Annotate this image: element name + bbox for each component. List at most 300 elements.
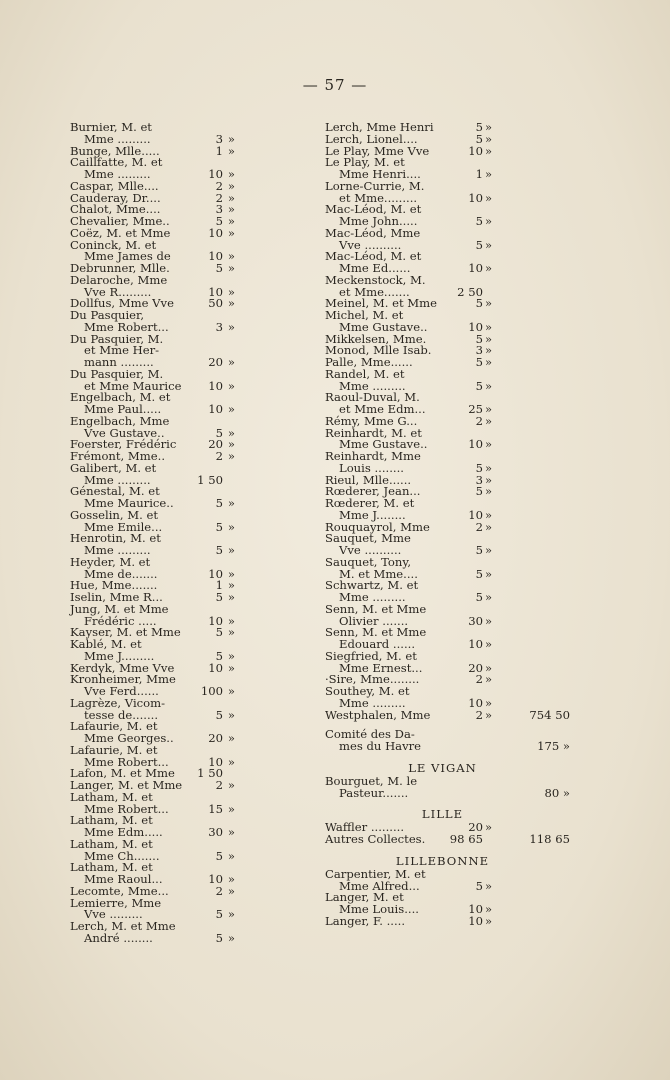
donor-name: Schwartz, M. et <box>325 578 419 593</box>
amount-unit: » <box>227 496 235 510</box>
donor-name: Mikkelsen, Mme. <box>325 331 427 346</box>
donor-name: Heyder, M. et <box>70 554 151 569</box>
donor-name: Mac-Léod, M. et <box>325 202 422 217</box>
amount-unit: » <box>227 425 235 440</box>
donation-amount: 50 <box>208 296 223 311</box>
donor-name: Mme Paul..... <box>84 402 162 416</box>
donor-name: Vve Ferd...... <box>84 684 159 698</box>
donation-amount: 10 <box>208 872 223 886</box>
donation-amount: 25 <box>468 402 483 416</box>
donor-name: Mme Louis.... <box>339 902 419 916</box>
donor-name: Galibert, M. et <box>70 460 157 475</box>
amount-unit: » <box>227 872 235 886</box>
amount-unit: » <box>485 143 493 158</box>
amount-unit: » <box>227 284 235 299</box>
donation-amount: 5 <box>215 425 223 440</box>
donor-name: Latham, M. et <box>70 789 153 804</box>
amount-unit: » <box>485 507 493 522</box>
donation-amount: 3 <box>215 131 223 146</box>
donor-name: Langer, F. ..... <box>325 913 406 928</box>
amount-unit: » <box>227 660 235 675</box>
section-heading: LILLEBONNE <box>395 853 490 868</box>
donor-name: Kayser, M. et Mme <box>70 625 181 640</box>
donation-amount: 5 <box>475 331 483 346</box>
section-heading: LILLE <box>421 807 464 822</box>
amount-unit: » <box>485 878 493 893</box>
donor-name: mes du Havre <box>339 739 422 753</box>
donor-name: Gosselin, M. et <box>70 507 159 522</box>
donor-name: Coëz, M. et Mme <box>70 225 171 240</box>
amount-unit: » <box>227 225 235 240</box>
donor-name: tesse de....... <box>84 707 159 722</box>
donor-name: Langer, M. et <box>325 890 404 905</box>
donor-name: Mme Maurice.. <box>84 496 174 510</box>
amount-unit: » <box>227 190 235 205</box>
donor-name: Rémy, Mme G... <box>325 413 418 428</box>
donor-name: Latham, M. et <box>70 813 153 828</box>
donation-amount: 2 <box>475 672 483 687</box>
amount-unit: » <box>227 907 235 922</box>
amount-unit: » <box>485 355 493 369</box>
donation-amount: 10 <box>468 913 483 928</box>
donor-name: Mme de....... <box>84 566 158 581</box>
donation-amount: 5 <box>215 930 223 945</box>
donor-name: Rœderer, M. et <box>325 496 415 510</box>
donor-name: Caillfatte, M. et <box>70 155 163 170</box>
amount-unit: » <box>485 214 493 228</box>
donor-name: Lemierre, Mme <box>70 895 162 910</box>
amount-unit: » <box>485 590 493 604</box>
amount-unit: » <box>227 930 235 945</box>
donor-name: Sauquet, Mme <box>325 531 411 546</box>
donor-name: Kerdyk, Mme Vve <box>70 660 175 675</box>
amount-unit: » <box>227 731 235 745</box>
amount-unit: » <box>227 202 235 217</box>
donation-amount: 5 <box>475 378 483 393</box>
donation-amount: 1 50 <box>197 766 223 781</box>
donation-amount: 2 <box>475 519 483 534</box>
donor-name: Mme J........ <box>339 507 406 522</box>
donation-amount: 10 <box>468 437 483 452</box>
donor-name: Michel, M. et <box>325 308 404 322</box>
donor-name: Mme John..... <box>339 214 418 228</box>
amount-unit: » <box>485 460 493 475</box>
amount-unit: » <box>227 319 235 334</box>
donor-name: Raoul-Duval, M. <box>325 390 420 405</box>
amount-unit: » <box>485 472 493 487</box>
donor-name: Vve Gustave.. <box>84 425 165 440</box>
donation-amount: 2 <box>475 413 483 428</box>
donor-name: Du Pasquier, M. <box>70 366 164 381</box>
amount-unit: » <box>227 801 235 816</box>
donor-name: Chalot, Mme.... <box>70 202 161 217</box>
donation-amount: 98 65 <box>449 832 483 846</box>
donor-name: Pasteur....... <box>339 785 409 800</box>
donation-amount: 2 <box>215 883 223 898</box>
donor-name: Mme ......... <box>339 695 406 710</box>
donor-name: Mme Emile... <box>84 519 163 534</box>
donation-amount: 5 <box>215 907 223 922</box>
amount-unit: » <box>227 296 235 311</box>
donation-amount: 5 <box>215 625 223 640</box>
donor-name: Southey, M. et <box>325 684 410 698</box>
section-heading: LE VIGAN <box>408 760 477 775</box>
donor-name: Langer, M. et Mme <box>70 778 183 792</box>
donation-amount: 5 <box>475 878 483 893</box>
donor-name: Louis ........ <box>339 460 404 475</box>
amount-unit: » <box>227 707 235 722</box>
donor-name: Rouquayrol, Mme <box>325 519 430 534</box>
donation-amount: 10 <box>208 225 223 240</box>
page-number: — 57 — <box>302 76 368 94</box>
donor-name: Olivier ....... <box>339 613 409 628</box>
donor-name: Vve ......... <box>84 907 143 922</box>
donor-name: Burnier, M. et <box>70 120 152 134</box>
donation-amount: 10 <box>468 261 483 275</box>
amount-unit: » <box>227 449 235 463</box>
donation-amount: 10 <box>468 143 483 158</box>
donation-amount: 5 <box>215 648 223 663</box>
donation-amount: 20 <box>208 437 223 452</box>
donor-name: Mme Gustave.. <box>339 437 428 452</box>
donor-name: Edouard ...... <box>339 637 416 651</box>
amount-unit: » <box>485 566 493 581</box>
donation-amount: 3 <box>215 319 223 334</box>
donor-name: Mme ......... <box>84 543 151 557</box>
donor-name: Mme Ch....... <box>84 848 160 863</box>
donor-name: Carpentier, M. et <box>325 866 426 881</box>
left-column <box>70 122 245 945</box>
amount-unit: » <box>227 590 235 604</box>
amount-unit: » <box>485 319 493 334</box>
amount-unit: » <box>485 613 493 628</box>
donor-name: Frédéric ..... <box>84 613 157 628</box>
donor-name: André ........ <box>84 930 153 945</box>
donation-amount: 100 <box>200 684 223 698</box>
amount-unit: » <box>227 648 235 663</box>
donor-name: Vve .......... <box>339 543 402 557</box>
amount-unit: » <box>485 437 493 452</box>
amount-unit: » <box>227 543 235 557</box>
donation-amount: 5 <box>215 261 223 275</box>
donor-name: Coninck, M. et <box>70 237 157 252</box>
donor-name: Henrotin, M. et <box>70 531 161 546</box>
amount-unit: » <box>485 543 493 557</box>
amount-unit: » <box>485 331 493 346</box>
donor-name: Mme Raoul... <box>84 872 163 886</box>
donor-name: Mme Robert... <box>84 319 169 334</box>
amount-unit: » <box>485 695 493 710</box>
donation-amount: 10 <box>208 754 223 769</box>
amount-unit: » <box>485 913 493 928</box>
donation-amount: 20 <box>208 731 223 745</box>
donation-amount: 15 <box>208 801 223 816</box>
donation-amount: 5 <box>215 543 223 557</box>
donor-name: Lafon, M. et Mme <box>70 766 175 781</box>
donation-amount: 5 <box>215 519 223 534</box>
amount-unit: » <box>227 566 235 581</box>
donor-name: Foerster, Frédéric <box>70 437 177 452</box>
donor-name: Kronheimer, Mme <box>70 672 176 687</box>
amount-unit: » <box>227 754 235 769</box>
donation-amount: 2 <box>215 778 223 792</box>
amount-unit: » <box>485 902 493 916</box>
donor-name: Mme ......... <box>339 378 406 393</box>
donor-name: Lerch, M. et Mme <box>70 919 176 933</box>
donation-amount: 5 <box>475 355 483 369</box>
donor-name: et Mme Edm... <box>339 402 426 416</box>
donor-name: et Mme Her- <box>84 343 160 358</box>
donation-amount: 5 <box>215 590 223 604</box>
amount-unit: » <box>485 484 493 499</box>
right-column <box>325 122 570 928</box>
donation-amount: 3 <box>475 343 483 358</box>
donor-name: Engelbach, Mme <box>70 413 170 428</box>
donor-name: Mme Ed...... <box>339 261 411 275</box>
spacer <box>325 753 570 761</box>
donor-name: Mme Ernest... <box>339 660 423 675</box>
donor-name: Latham, M. et <box>70 836 153 851</box>
donor-name: Mme Edm..... <box>84 825 163 839</box>
amount-unit: » <box>485 820 493 835</box>
amount-unit: » <box>227 402 235 416</box>
donor-name: Meckenstock, M. <box>325 272 426 287</box>
amount-unit: » <box>227 684 235 698</box>
donation-amount: 10 <box>468 637 483 651</box>
list-item <box>325 913 570 928</box>
donor-name: Hue, Mme....... <box>70 578 158 593</box>
donor-name: Lorne-Currie, M. <box>325 178 425 193</box>
donation-amount: 5 <box>215 496 223 510</box>
donor-name: Mme ......... <box>84 167 151 181</box>
donor-name: Du Pasquier, <box>70 308 144 322</box>
amount-unit: » <box>227 178 235 193</box>
donor-name: Palle, Mme...... <box>325 355 413 369</box>
donor-name: Mme James de <box>84 249 171 264</box>
amount-unit: » <box>485 237 493 252</box>
donor-name: Du Pasquier, M. <box>70 331 164 346</box>
donation-amount: 5 <box>215 707 223 722</box>
spacer <box>325 846 570 854</box>
donor-name: Mac-Léod, Mme <box>325 225 421 240</box>
donor-name: Jung, M. et Mme <box>70 601 169 616</box>
donor-name: Bunge, Mlle..... <box>70 143 160 158</box>
donation-amount: 2 <box>475 707 483 722</box>
list-item <box>325 834 570 846</box>
amount-unit: » <box>485 660 493 675</box>
donation-amount: 3 <box>215 202 223 217</box>
donation-amount: 30 <box>468 613 483 628</box>
amount-unit: » <box>227 625 235 640</box>
list-item <box>325 707 570 722</box>
donation-amount: 5 <box>475 484 483 499</box>
donation-amount: 5 <box>475 214 483 228</box>
amount-unit: » <box>227 378 235 393</box>
donor-name: et Mme......... <box>339 190 418 205</box>
amount-unit: » <box>485 296 493 311</box>
amount-unit: » <box>227 167 235 181</box>
donor-name: Génestal, M. et <box>70 484 160 499</box>
donor-name: Mme Henri.... <box>339 167 421 181</box>
donor-name: Westphalen, Mme <box>325 707 431 722</box>
amount-unit: » <box>485 519 493 534</box>
donor-name: Lerch, Mme Henri <box>325 120 434 134</box>
donation-amount: 10 <box>208 402 223 416</box>
donation-amount: 1 <box>475 167 483 181</box>
donor-name: Latham, M. et <box>70 860 153 875</box>
amount-unit: » <box>485 637 493 651</box>
donor-name: Mme Gustave.. <box>339 319 428 334</box>
amount-unit: » <box>227 778 235 792</box>
amount-unit: » <box>485 672 493 687</box>
amount-unit: » <box>485 413 493 428</box>
donor-name: Chevalier, Mme.. <box>70 214 170 228</box>
donor-name: Mme Robert... <box>84 754 169 769</box>
donation-amount: 5 <box>475 296 483 311</box>
donor-name: Mme ......... <box>339 590 406 604</box>
donation-amount: 5 <box>475 131 483 146</box>
donor-name: Waffler ......... <box>325 820 405 835</box>
spacer <box>325 799 570 807</box>
amount-unit: » <box>485 402 493 416</box>
donor-name: Lerch, Lionel.... <box>325 131 418 146</box>
donor-name: Monod, Mlle Isab. <box>325 343 432 358</box>
amount-unit: » <box>227 848 235 863</box>
donation-amount: 2 50 <box>457 284 483 299</box>
subtotal: 754 50 <box>529 707 570 722</box>
amount-unit: » <box>227 578 235 593</box>
donor-name: Mme ......... <box>84 131 151 146</box>
amount-unit: » <box>227 261 235 275</box>
donor-name: Meinel, M. et Mme <box>325 296 438 311</box>
donation-amount: 10 <box>208 167 223 181</box>
donation-amount: 5 <box>215 848 223 863</box>
donation-amount: 2 <box>215 449 223 463</box>
donor-name: Rœderer, Jean... <box>325 484 421 499</box>
donor-name: Dollfus, Mme Vve <box>70 296 174 311</box>
donor-name: Sauquet, Tony, <box>325 554 412 569</box>
amount-unit: » <box>227 131 235 146</box>
donation-amount: 10 <box>208 378 223 393</box>
subtotal: 80 » <box>544 785 570 800</box>
donation-amount: 30 <box>208 825 223 839</box>
donor-name: et Mme....... <box>339 284 410 299</box>
donor-name: Frémont, Mme.. <box>70 449 166 463</box>
donation-amount: 3 <box>475 472 483 487</box>
donor-name: Debrunner, Mlle. <box>70 261 170 275</box>
donor-name: Comité des Da- <box>325 727 415 742</box>
donor-name: Senn, M. et Mme <box>325 601 427 616</box>
donor-name: Bourguet, M. le <box>325 773 418 788</box>
donor-name: Lafaurie, M. et <box>70 742 158 757</box>
donor-name: Delaroche, Mme <box>70 272 168 287</box>
donation-amount: 5 <box>475 237 483 252</box>
donation-amount: 20 <box>208 355 223 369</box>
donation-amount: 10 <box>468 902 483 916</box>
donor-name: Reinhardt, M. et <box>325 425 422 440</box>
donation-amount: 10 <box>468 319 483 334</box>
donor-name: Lecomte, Mme... <box>70 883 169 898</box>
donation-amount: 1 50 <box>197 472 223 487</box>
donation-amount: 10 <box>208 566 223 581</box>
amount-unit: » <box>485 167 493 181</box>
amount-unit: » <box>485 131 493 146</box>
amount-unit: » <box>227 437 235 452</box>
donor-name: Mme Georges.. <box>84 731 174 745</box>
donor-name: Mme ......... <box>84 472 151 487</box>
donor-name: Cauderay, Dr.... <box>70 190 161 205</box>
donor-name: Vve R......... <box>84 284 152 299</box>
donor-name: Vve .......... <box>339 237 402 252</box>
donation-amount: 10 <box>208 660 223 675</box>
donation-amount: 5 <box>475 543 483 557</box>
list-item <box>325 741 570 753</box>
donation-amount: 5 <box>215 214 223 228</box>
donation-amount: 20 <box>468 820 483 835</box>
donation-amount: 10 <box>468 507 483 522</box>
donation-amount: 10 <box>208 249 223 264</box>
amount-unit: » <box>227 214 235 228</box>
donor-name: Randel, M. et <box>325 366 405 381</box>
donor-name: M. et Mme.... <box>339 566 418 581</box>
donation-amount: 5 <box>475 460 483 475</box>
donor-name: ·Sire, Mme........ <box>325 672 420 687</box>
donor-name: Mme J......... <box>84 648 155 663</box>
donation-amount: 2 <box>215 178 223 193</box>
donor-name: Lagrèze, Vicom- <box>70 695 166 710</box>
donor-name: Siegfried, M. et <box>325 648 417 663</box>
donation-amount: 1 <box>215 143 223 158</box>
donor-name: Lafaurie, M. et <box>70 719 158 734</box>
donation-amount: 2 <box>215 190 223 205</box>
amount-unit: » <box>227 825 235 839</box>
donation-amount: 10 <box>208 284 223 299</box>
amount-unit: » <box>227 613 235 628</box>
donation-amount: 5 <box>475 120 483 134</box>
amount-unit: » <box>227 519 235 534</box>
donor-name: Le Play, M. et <box>325 155 405 170</box>
subtotal: 175 » <box>537 739 570 753</box>
donation-amount: 20 <box>468 660 483 675</box>
donor-name: Caspar, Mlle.... <box>70 178 159 193</box>
donation-amount: 10 <box>468 695 483 710</box>
donor-name: Mme Alfred... <box>339 878 420 893</box>
subtotal: 118 65 <box>529 832 570 846</box>
amount-unit: » <box>227 355 235 369</box>
donor-name: Iselin, Mme R... <box>70 590 163 604</box>
amount-unit: » <box>485 261 493 275</box>
donor-name: Autres Collectes. <box>325 832 426 846</box>
amount-unit: » <box>485 707 493 722</box>
amount-unit: » <box>485 120 493 134</box>
donor-name: Engelbach, M. et <box>70 390 171 405</box>
donor-name: mann ......... <box>84 355 154 369</box>
list-item <box>325 785 570 800</box>
amount-unit: » <box>485 378 493 393</box>
donor-name: Kablé, M. et <box>70 637 142 651</box>
donation-amount: 5 <box>475 566 483 581</box>
donation-amount: 10 <box>468 190 483 205</box>
donor-name: Reinhardt, Mme <box>325 449 421 463</box>
amount-unit: » <box>227 249 235 264</box>
amount-unit: » <box>227 143 235 158</box>
donor-name: Rieul, Mlle...... <box>325 472 412 487</box>
donation-amount: 10 <box>208 613 223 628</box>
donor-name: et Mme Maurice <box>84 378 182 393</box>
donation-amount: 1 <box>215 578 223 593</box>
donor-name: Mme Robert... <box>84 801 169 816</box>
donation-amount: 5 <box>475 590 483 604</box>
